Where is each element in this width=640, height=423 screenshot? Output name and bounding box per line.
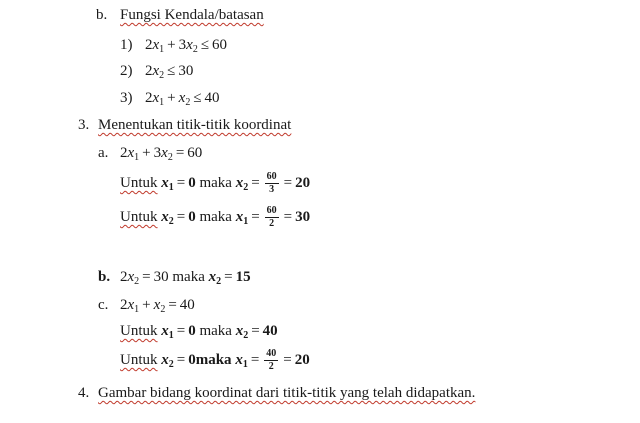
list-marker: 4. — [78, 385, 90, 401]
solution-line: Untuk $x_2 = 0$ maka $x_1$ = $\frac{60}{2}$ = 30 — [120, 205, 311, 230]
section-title: Fungsi Kendala/batasan — [120, 7, 264, 23]
list-marker: 2) — [120, 63, 133, 79]
list-marker: a. — [98, 145, 109, 161]
fraction: $\frac{60}{3}$ — [266, 171, 277, 196]
constraint-equation: $2x_2 \le 30$ — [145, 63, 194, 81]
list-marker: 3) — [120, 90, 133, 106]
equation: $2x_2 = 30$ maka $x_2 = 15$ — [120, 269, 251, 287]
fraction: $\frac{40}{2}$ — [266, 348, 277, 373]
constraint-equation: $2x_1 + 3x_2 \le 60$ — [145, 37, 228, 55]
section-title: Gambar bidang koordinat dari titik-titik yang telah didapatkan. — [98, 385, 476, 401]
list-marker: b. — [96, 7, 108, 23]
section-title: Menentukan titik-titik koordinat — [98, 117, 292, 133]
solution-line: Untuk $x_1 = 0$ maka $x_2 = 40$ — [120, 323, 278, 341]
list-marker: 3. — [78, 117, 90, 133]
list-marker: b. — [98, 269, 111, 285]
list-marker: c. — [98, 297, 109, 313]
equation: $2x_1 + x_2 = 40$ — [120, 297, 195, 315]
solution-line: Untuk $x_2$ = 0maka $x_1$ = $\frac{40}{2}$ = 20 — [120, 348, 310, 373]
constraint-equation: $2x_1 + x_2 \le 40$ — [145, 90, 220, 108]
list-marker: 1) — [120, 37, 133, 53]
equation: $2x_1 + 3x_2 = 60$ — [120, 145, 203, 163]
solution-line: Untuk $x_1 = 0$ maka $x_2$ = $\frac{60}{3}$ = 20 — [120, 171, 311, 196]
fraction: $\frac{60}{2}$ — [266, 205, 277, 230]
